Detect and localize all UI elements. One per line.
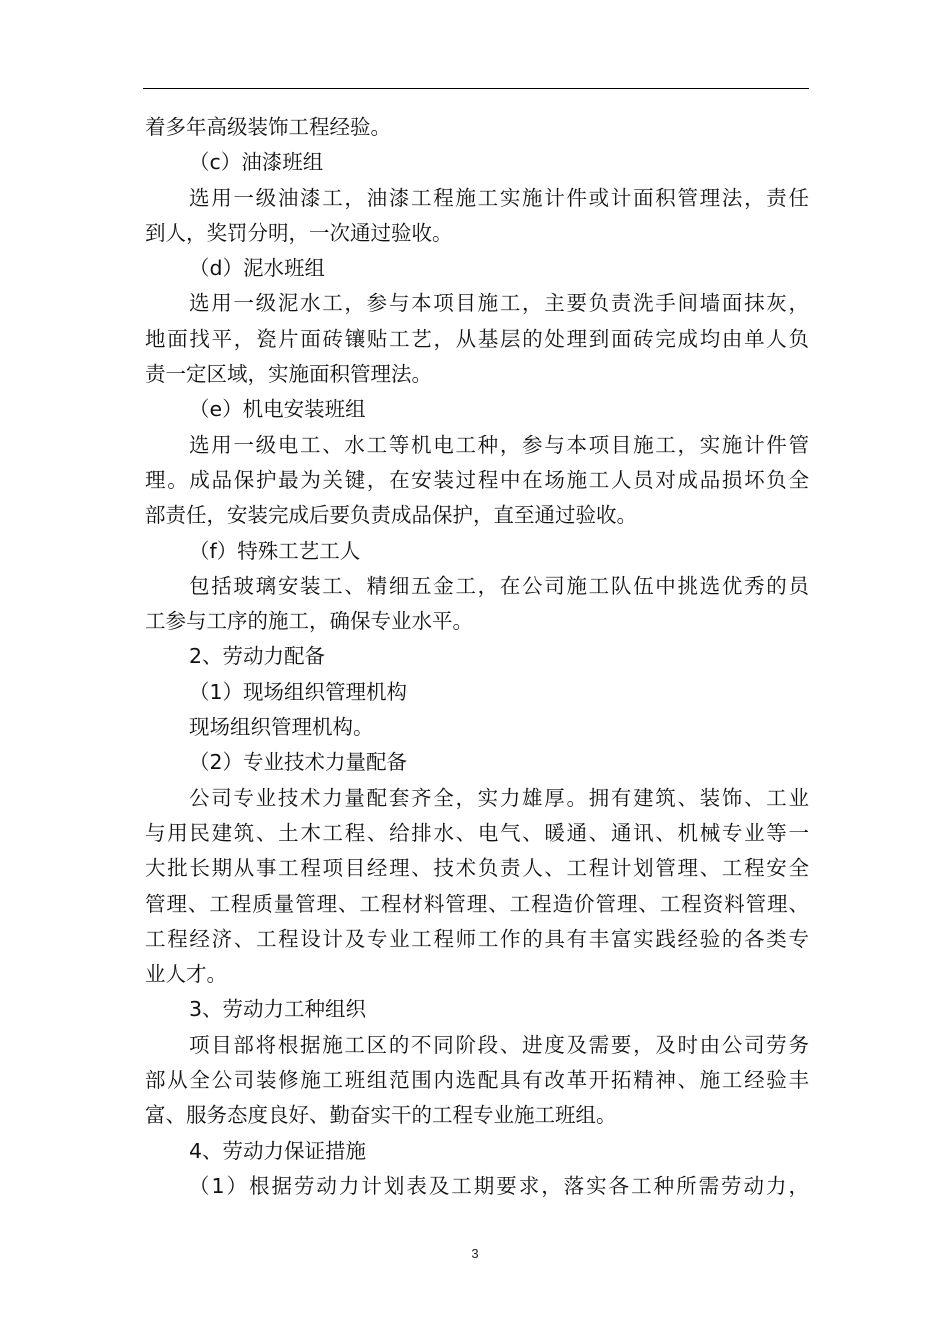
text-line: （1）根据劳动力计划表及工期要求，落实各工种所需劳动力， (189, 1173, 809, 1198)
section-heading: 2、劳动力配备 (189, 644, 326, 669)
text-line: 富、服务态度良好、勤奋实干的工程专业施工班组。 (145, 1103, 617, 1128)
section-heading: 4、劳动力保证措施 (189, 1138, 367, 1163)
subheading-line: （e）机电安装班组 (189, 397, 366, 422)
text-line: 部责任，安装完成后要负责成品保护，直至通过验收。 (145, 503, 637, 528)
text-line: 管理、工程质量管理、工程材料管理、工程造价管理、工程资料管理、 (145, 891, 809, 916)
text-line: 与用民建筑、土木工程、给排水、电气、暖通、通讯、机械专业等一 (145, 820, 809, 845)
subheading-line: （d）泥水班组 (189, 256, 326, 281)
document-body (145, 110, 809, 1204)
subheading-line: （2）专业技术力量配备 (189, 750, 408, 775)
text-line: 地面找平，瓷片面砖镶贴工艺，从基层的处理到面砖完成均由单人负 (145, 326, 809, 351)
subheading-line: （f）特殊工艺工人 (189, 538, 361, 563)
text-line: 责一定区域，实施面积管理法。 (145, 362, 432, 387)
text-line: 到人，奖罚分明，一次通过验收。 (145, 220, 453, 245)
subheading-line: （c）油漆班组 (189, 150, 324, 175)
text-line: 选用一级电工、水工等机电工种，参与本项目施工，实施计件管 (189, 432, 809, 457)
text-line: 理。成品保护最为关键，在安装过程中在场施工人员对成品损坏负全 (145, 467, 809, 492)
text-line: 选用一级油漆工，油漆工程施工实施计件或计面积管理法，责任 (189, 185, 809, 210)
text-line: 项目部将根据施工区的不同阶段、进度及需要，及时由公司劳务 (189, 1032, 809, 1057)
text-line: 大批长期从事工程项目经理、技术负责人、工程计划管理、工程安全 (145, 856, 809, 881)
text-line: 包括玻璃安装工、精细五金工，在公司施工队伍中挑选优秀的员 (189, 573, 809, 598)
text-line: 工程经济、工程设计及专业工程师工作的具有丰富实践经验的各类专 (145, 926, 809, 951)
text-line: 工参与工序的施工，确保专业水平。 (145, 609, 473, 634)
text-line: 着多年高级装饰工程经验。 (145, 115, 391, 139)
text-line: 业人才。 (145, 962, 227, 987)
text-line: 部从全公司装修施工班组范围内选配具有改革开拓精神、施工经验丰 (145, 1068, 809, 1093)
section-heading: 3、劳动力工种组织 (189, 997, 367, 1022)
text-line: 现场组织管理机构。 (189, 715, 374, 740)
header-rule (143, 88, 809, 89)
text-line: 公司专业技术力量配套齐全，实力雄厚。拥有建筑、装饰、工业 (189, 785, 809, 810)
text-line: 选用一级泥水工，参与本项目施工，主要负责洗手间墙面抹灰， (189, 291, 809, 316)
page-number: 3 (471, 1246, 479, 1261)
subheading-line: （1）现场组织管理机构 (189, 679, 408, 704)
